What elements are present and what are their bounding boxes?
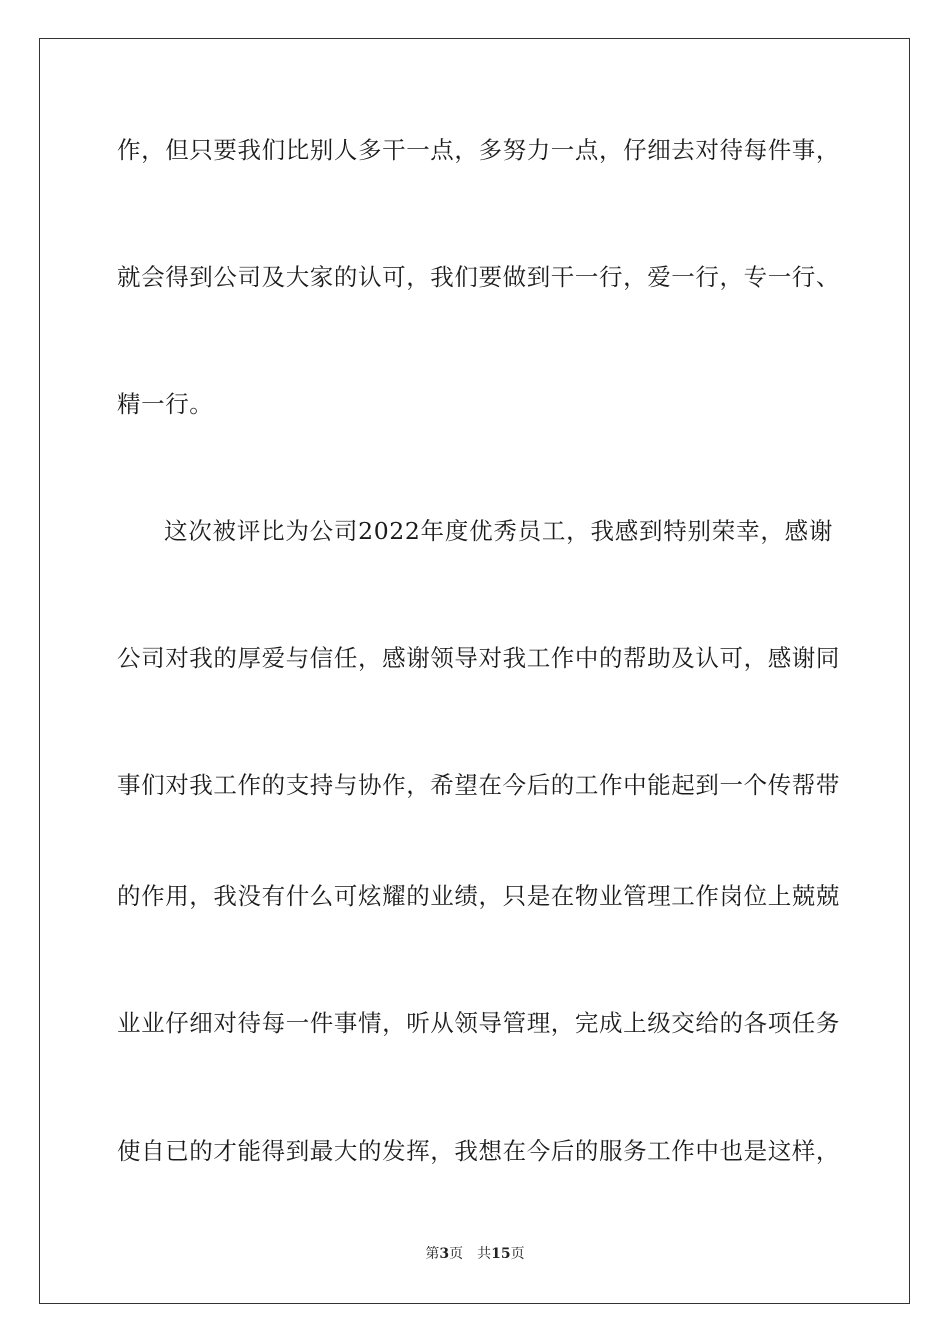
text-line: 就会得到公司及大家的认可，我们要做到干一行，爱一行，专一行、: [117, 263, 840, 291]
total-suffix: 页: [510, 1246, 525, 1262]
total-prefix: 共: [477, 1246, 492, 1262]
paragraph-first-line: 这次被评比为公司2022年度优秀员工，我感到特别荣幸，感谢: [164, 517, 833, 545]
page-number: 3: [439, 1246, 450, 1262]
page-footer: [0, 1244, 950, 1264]
text-line: 使自已的才能得到最大的发挥，我想在今后的服务工作中也是这样，: [117, 1137, 840, 1165]
text-line: 公司对我的厚爱与信任，感谢领导对我工作中的帮助及认可，感谢同: [117, 644, 840, 672]
text-line: 的作用，我没有什么可炫耀的业绩，只是在物业管理工作岗位上兢兢: [117, 882, 840, 910]
text-line: 精一行。: [117, 390, 214, 418]
page-prefix: 第: [425, 1246, 440, 1262]
text-line: 业业仔细对待每一件事情，听从领导管理，完成上级交给的各项任务: [117, 1009, 840, 1037]
text-line: 事们对我工作的支持与协作，希望在今后的工作中能起到一个传帮带: [117, 771, 840, 799]
text-line: 作，但只要我们比别人多干一点，多努力一点，仔细去对待每件事，: [117, 136, 840, 164]
page-suffix: 页: [449, 1246, 464, 1262]
total-pages: 15: [491, 1246, 511, 1262]
